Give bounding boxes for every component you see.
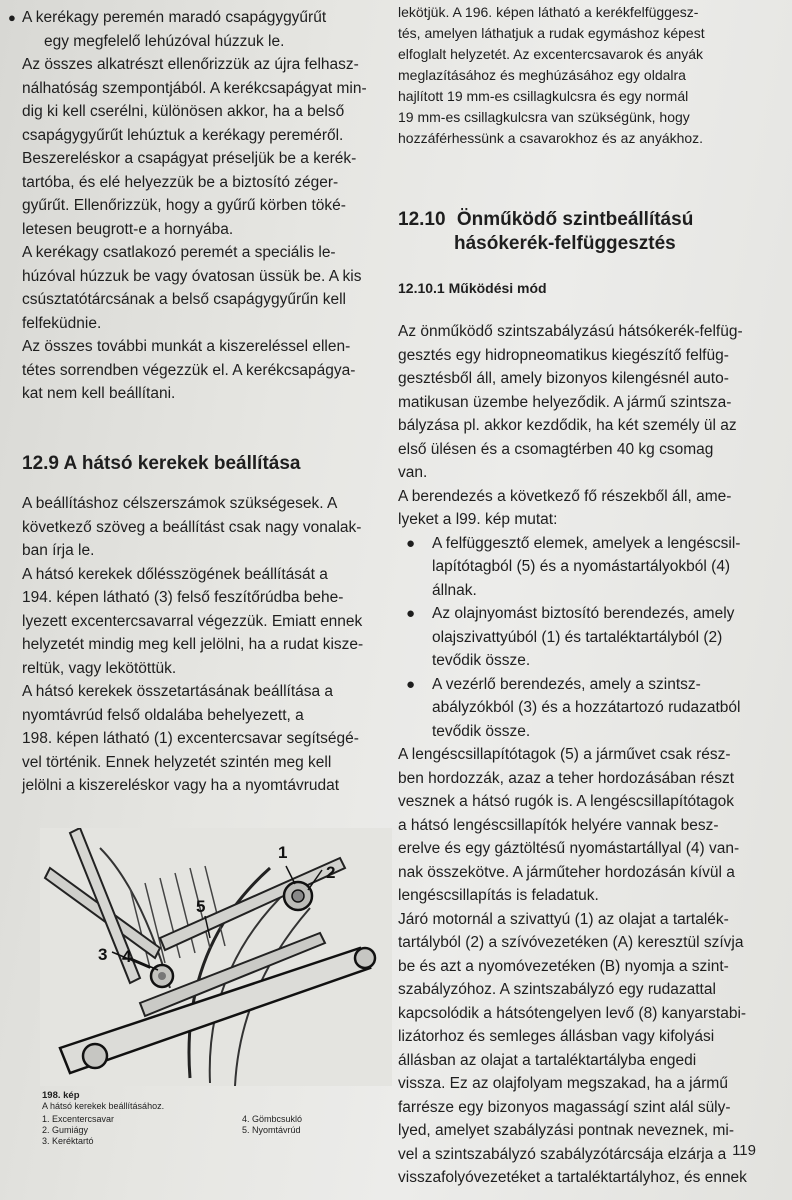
paragraph-line: visszafolyóvezetéket a tartaléktartályhoz, és ennek	[398, 1169, 747, 1186]
intro-text	[8, 6, 394, 406]
section-heading-line	[398, 208, 760, 232]
paragraph-line: lengéscsillapítás is feladatuk.	[398, 887, 599, 904]
callout-2: 2	[326, 863, 336, 882]
paragraph-line: van.	[398, 464, 428, 481]
paragraph-line: A beállításhoz célszerszámok szükségesek. A	[22, 495, 338, 512]
list-item-line: tevődik össze.	[432, 652, 531, 669]
paragraph-line: vel a szintszabályzó szabályzótárcsája elzárja a	[398, 1145, 727, 1163]
paragraph-line: hajlított 19 mm-es csillagkulcsra és egy normál	[398, 88, 689, 104]
paragraph-line: nyomtávrúd felső oldalába behelyezett, a	[22, 706, 304, 724]
paragraph-line: gesztés egy hidropneomatikus kiegészítő felfüg-	[398, 346, 729, 364]
intro-line: nálhatóság szempontjából. A kerékcsapágyat min-	[22, 79, 367, 97]
section-heading-12-9: 12.9 A hátsó kerekek beállítása	[22, 453, 301, 474]
list-item	[398, 673, 760, 744]
paragraph-line: Az önműködő szintszabályzású hátsókerék-felfüg-	[398, 323, 743, 340]
intro-line: tétes sorrendben végezzük el. A kerékcsapágya-	[22, 361, 356, 379]
callout-5: 5	[196, 897, 206, 916]
list-item-line: abályzókból (3) és a hozzátartozó rudazatból	[432, 699, 741, 716]
paragraph-line: vesznek a hátsó rugók is. A lengéscsillapítótagok	[398, 793, 735, 810]
intro-line: letesen beugrott-e a hornyába.	[22, 220, 234, 238]
bullet-icon: ●	[406, 605, 416, 622]
list-item	[398, 602, 760, 673]
callout-4: 4	[122, 947, 132, 966]
paragraph-line: matikusan üzembe helyeződik. A jármű szintsza-	[398, 393, 732, 411]
bullet-icon: ●	[8, 10, 16, 25]
list-item	[398, 532, 760, 603]
component-list	[398, 532, 760, 744]
intro-line: csapágygyűrűt lehúztuk a kerékagy pereméről.	[22, 126, 344, 144]
paragraph-line: szabályzóhoz. A szintszabályzó egy rudazattal	[398, 981, 716, 998]
paragraph-line: nak összekötve. A járműteher hordozásán kívül a	[398, 863, 735, 881]
legend-right	[242, 1114, 302, 1136]
intro-line: Beszereléskor a csapágyat préseljük be a kerék-	[22, 150, 357, 167]
paragraph-line: hozzáférhessünk a csavarokhoz és az anyákhoz.	[398, 130, 704, 146]
legend-item: 1. Excentercsavar	[42, 1114, 115, 1124]
list-item-line: olajszivattyúból (1) és tartaléktartályból (2)	[432, 628, 723, 646]
legend-left	[42, 1114, 114, 1147]
paragraph-line: első ülésen és a csomagtérben 40 kg csomag	[398, 440, 714, 458]
paragraph-line: A hátsó kerekek dőlésszögének beállítását a	[22, 565, 328, 583]
list-item-line: A vezérlő berendezés, amely a szintsz-	[432, 675, 701, 693]
section-12-9-body	[22, 492, 394, 798]
paragraph-line: kapcsolódik a hátsótengelyen levő (8) kanyarstabi-	[398, 1004, 747, 1022]
paragraph-line: vel történik. Ennek helyzetét szintén meg kell	[22, 753, 332, 771]
paragraph-line: vissza. Ez az olajfolyam megszakad, ha a jármű	[398, 1075, 728, 1092]
paragraph-line: következő szöveg a beállítást csak nagy vonalak-	[22, 518, 362, 536]
paragraph-line: lyeket a l99. kép mutat:	[398, 511, 558, 528]
paragraph-line: A lengéscsillapítótagok (5) a járművet csak rész-	[398, 746, 731, 763]
intro-line: dig ki kell cserélni, különösen akkor, ha a belső	[22, 103, 345, 120]
bullet-icon: ●	[406, 534, 416, 552]
paragraph-line: lyezett excentercsavarral végezzük. Emiatt ennek	[22, 612, 363, 630]
subsection-heading: 12.10.1 Működési mód	[398, 280, 547, 296]
paragraph-line: lyed, amelyet szabályzási pontnak neveznek, mi-	[398, 1122, 734, 1139]
legend-item: 4. Gömbcsukló	[242, 1114, 303, 1124]
list-item-line: tevődik össze.	[432, 722, 531, 740]
intro-line: csúsztatótárcsának a belső csapágygyűrűn kell	[22, 291, 346, 308]
page-number: 119	[732, 1142, 756, 1159]
list-item-line: lapítótagból (5) és a nyomástartályokból (4)	[432, 558, 731, 575]
paragraph-line: lekötjük. A 196. képen látható a kerékfelfüggesz-	[398, 4, 699, 20]
paragraph-line: ben hordozzák, azaz a teher hordozásában részt	[398, 769, 735, 787]
callout-3: 3	[98, 945, 108, 964]
paragraph-line: 19 mm-es csillagkulcsra van szükségünk, hogy	[398, 109, 690, 125]
list-item-line: A felfüggesztő elemek, amelyek a lengéscsil-	[432, 534, 741, 552]
intro-line: Az összes alkatrészt ellenőrizzük az újra felhasz-	[22, 56, 359, 73]
legend-item: 3. Keréktartó	[42, 1136, 94, 1146]
list-item-line: Az olajnyomást biztosító berendezés, amely	[432, 605, 735, 622]
paragraph-line: helyzetét mindig meg kell jelölni, ha a rudat kisze-	[22, 636, 364, 653]
intro-line: kat nem kell beállítani.	[22, 385, 176, 402]
paragraph-line: jelölni a kiszereléskor vagy ha a nyomtávrudat	[22, 777, 340, 794]
paragraph-line: tartályból (2) a szívóvezetéken (A) keresztül szívja	[398, 934, 744, 951]
intro-line: ● A kerékagy peremén maradó csapágygyűrűt	[22, 6, 394, 30]
figure-198	[40, 828, 392, 1146]
paragraph-line: A hátsó kerekek összetartásának beállítása a	[22, 683, 334, 700]
continuation-text	[398, 2, 760, 149]
figure-caption	[42, 1090, 392, 1150]
paragraph-line: farrésze egy bizonyos magasságí szint alál sülу-	[398, 1098, 731, 1116]
paragraph-line: gesztésből áll, amely bizonyos kilengésnél auto-	[398, 370, 729, 387]
section-title-line1: Önműködő szintbeállítású	[456, 209, 694, 230]
paragraph-line: 198. képen látható (1) excentercsavar segítségé-	[22, 730, 359, 747]
intro-line: tartóba, és elé helyezzük be a biztosító zéger-	[22, 173, 339, 191]
paragraph-line: bályzása pl. akkor kezdődik, ha két személy ül az	[398, 417, 737, 434]
legend-item: 5. Nyomtávrúd	[242, 1125, 301, 1135]
callout-1: 1	[278, 843, 288, 862]
section-title-line2: hásókerék-felfüggesztés	[454, 233, 676, 254]
intro-line: gyűrűt. Ellenőrizzük, hogy a gyűrű körben töké-	[22, 197, 346, 214]
caption-number: 198. kép	[42, 1090, 80, 1101]
paragraph-line: elfoglalt helyzetét. Az excentercsavarok és anyák	[398, 46, 704, 62]
intro-line: felfeküdnie.	[22, 314, 102, 332]
paragraph-line: be és azt a nyomóvezetéken (B) nyomja a szint-	[398, 957, 729, 975]
intro-line: húzóval húzzuk be vagy óvatosan üssük be. A kis	[22, 267, 362, 285]
legend-item: 2. Gumiágy	[42, 1125, 89, 1135]
paragraph-line: erelve és egy gáztöltésű nyomástartállyal (4) van-	[398, 840, 740, 857]
paragraph-line: állásban az olajat a tartaléktartályba engedi	[398, 1051, 697, 1069]
section-heading-12-10	[398, 208, 760, 256]
paragraph-line: reltük, vagy lekötöttük.	[22, 659, 177, 677]
intro-line: Az összes további munkát a kiszereléssel ellen-	[22, 338, 351, 355]
section-number: 12.10	[398, 209, 446, 230]
intro-line: A kerékagy csatlakozó peremét a speciális le-	[22, 244, 336, 261]
paragraph-line: a hátsó lengéscsillapítók helyére vannak besz-	[398, 816, 719, 834]
paragraph-line: tés, amelyen láthatjuk a rudak egymáshoz képest	[398, 25, 705, 41]
paragraph-line: Járó motornál a szivattyú (1) az olajat a tartalék-	[398, 910, 729, 928]
paragraph-line: A berendezés a következő fő részekből áll, ame-	[398, 487, 732, 505]
paragraph-line: ban írja le.	[22, 542, 95, 559]
paragraph-line: 194. képen látható (3) felső feszítőrúdba behe-	[22, 589, 344, 606]
paragraph-line: lizátorhoz és semleges állásban vagy kifolyási	[398, 1028, 715, 1045]
paragraph-line: meglazításához és meghúzásához egy oldalra	[398, 67, 686, 83]
intro-line: egy megfelelő lehúzóval húzzuk le.	[44, 32, 285, 50]
suspension-illustration	[40, 828, 392, 1086]
list-item-line: állnak.	[432, 581, 477, 599]
bullet-icon: ●	[406, 675, 416, 693]
caption-title: A hátsó kerekek beállításához.	[42, 1101, 165, 1111]
section-12-10-body	[398, 320, 760, 1190]
